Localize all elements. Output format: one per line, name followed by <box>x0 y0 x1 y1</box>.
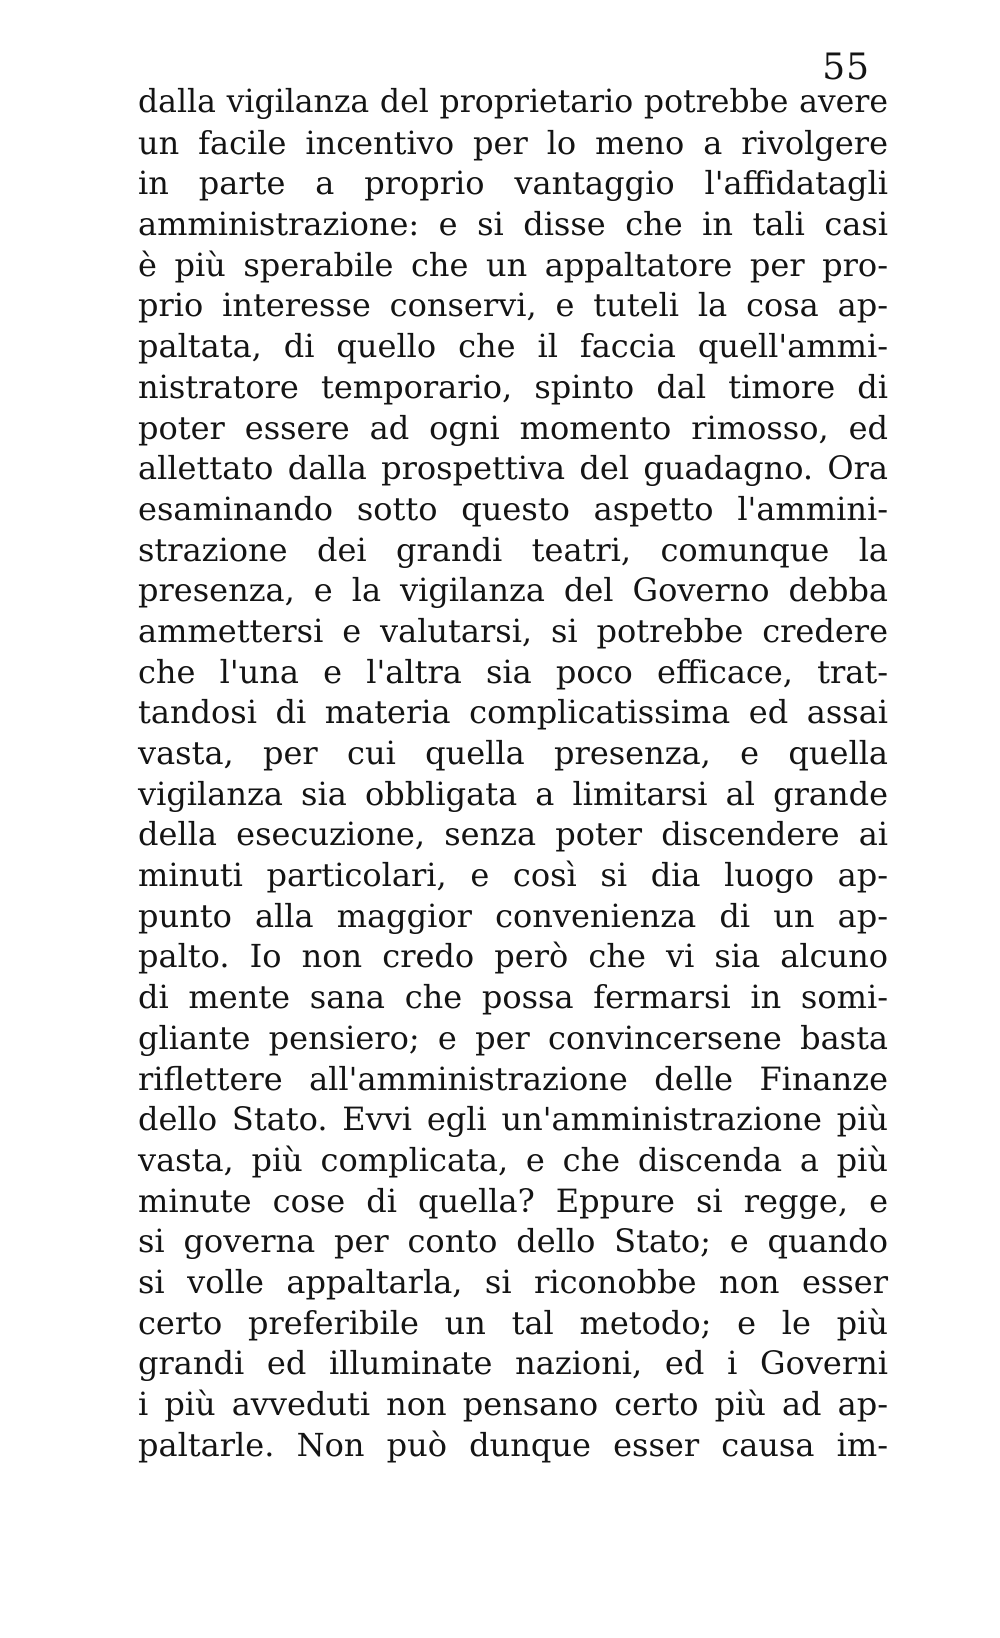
text-line: certo preferibile un tal metodo; e le più <box>138 1303 888 1342</box>
text-line: paltata, di quello che il faccia quell'ammi- <box>138 327 888 366</box>
text-line: grandi ed illuminate nazioni, ed i Governi <box>138 1344 888 1383</box>
text-line: tandosi di materia complicatissima ed assai <box>138 693 888 732</box>
text-line: allettato dalla prospettiva del guadagno. Ora <box>138 449 888 488</box>
text-line: amministrazione: e si disse che in tali casi <box>138 205 888 244</box>
text-line: minuti particolari, e così si dia luogo ap- <box>138 856 888 895</box>
text-line: nistratore temporario, spinto dal timore di <box>138 367 888 406</box>
body-text <box>138 82 888 1465</box>
text-line: paltarle. Non può dunque esser causa im- <box>138 1425 888 1464</box>
text-line: dalla vigilanza del proprietario potrebbe avere <box>138 84 888 120</box>
text-line: si governa per conto dello Stato; e quando <box>138 1222 888 1261</box>
text-line: vasta, per cui quella presenza, e quella <box>138 734 888 772</box>
text-line: poter essere ad ogni momento rimosso, ed <box>138 408 888 447</box>
text-line: i più avveduti non pensano certo più ad ap- <box>138 1385 888 1423</box>
text-line: è più sperabile che un appaltatore per pro- <box>138 245 888 284</box>
text-line: presenza, e la vigilanza del Governo debba <box>138 571 888 610</box>
text-line: riflettere all'amministrazione delle Finanze <box>138 1059 888 1098</box>
text-line: che l'una e l'altra sia poco efficace, trat- <box>138 652 888 691</box>
page-number: 55 <box>822 47 870 88</box>
text-line: palto. Io non credo però che vi sia alcuno <box>138 937 888 976</box>
text-line: punto alla maggior convenienza di un ap- <box>138 896 888 935</box>
text-line: gliante pensiero; e per convincersene basta <box>138 1018 888 1057</box>
text-line: dello Stato. Evvi egli un'amministrazione più <box>138 1100 888 1139</box>
text-line: di mente sana che possa fermarsi in somi- <box>138 978 888 1017</box>
text-line: in parte a proprio vantaggio l'affidatagli <box>138 164 888 203</box>
text-line: vigilanza sia obbligata a limitarsi al grande <box>138 774 888 813</box>
text-line: si volle appaltarla, si riconobbe non esser <box>138 1262 888 1301</box>
text-line: ammettersi e valutarsi, si potrebbe credere <box>138 611 888 650</box>
text-line: strazione dei grandi teatri, comunque la <box>138 530 888 569</box>
text-line: della esecuzione, senza poter discendere ai <box>138 815 888 854</box>
text-line: esaminando sotto questo aspetto l'ammini- <box>138 489 888 528</box>
text-line: prio interesse conservi, e tuteli la cosa ap- <box>138 286 888 325</box>
text-line: vasta, più complicata, e che discenda a più <box>138 1140 888 1179</box>
text-line: minute cose di quella? Eppure si regge, e <box>138 1181 888 1220</box>
text-line: un facile incentivo per lo meno a rivolgere <box>138 123 888 162</box>
